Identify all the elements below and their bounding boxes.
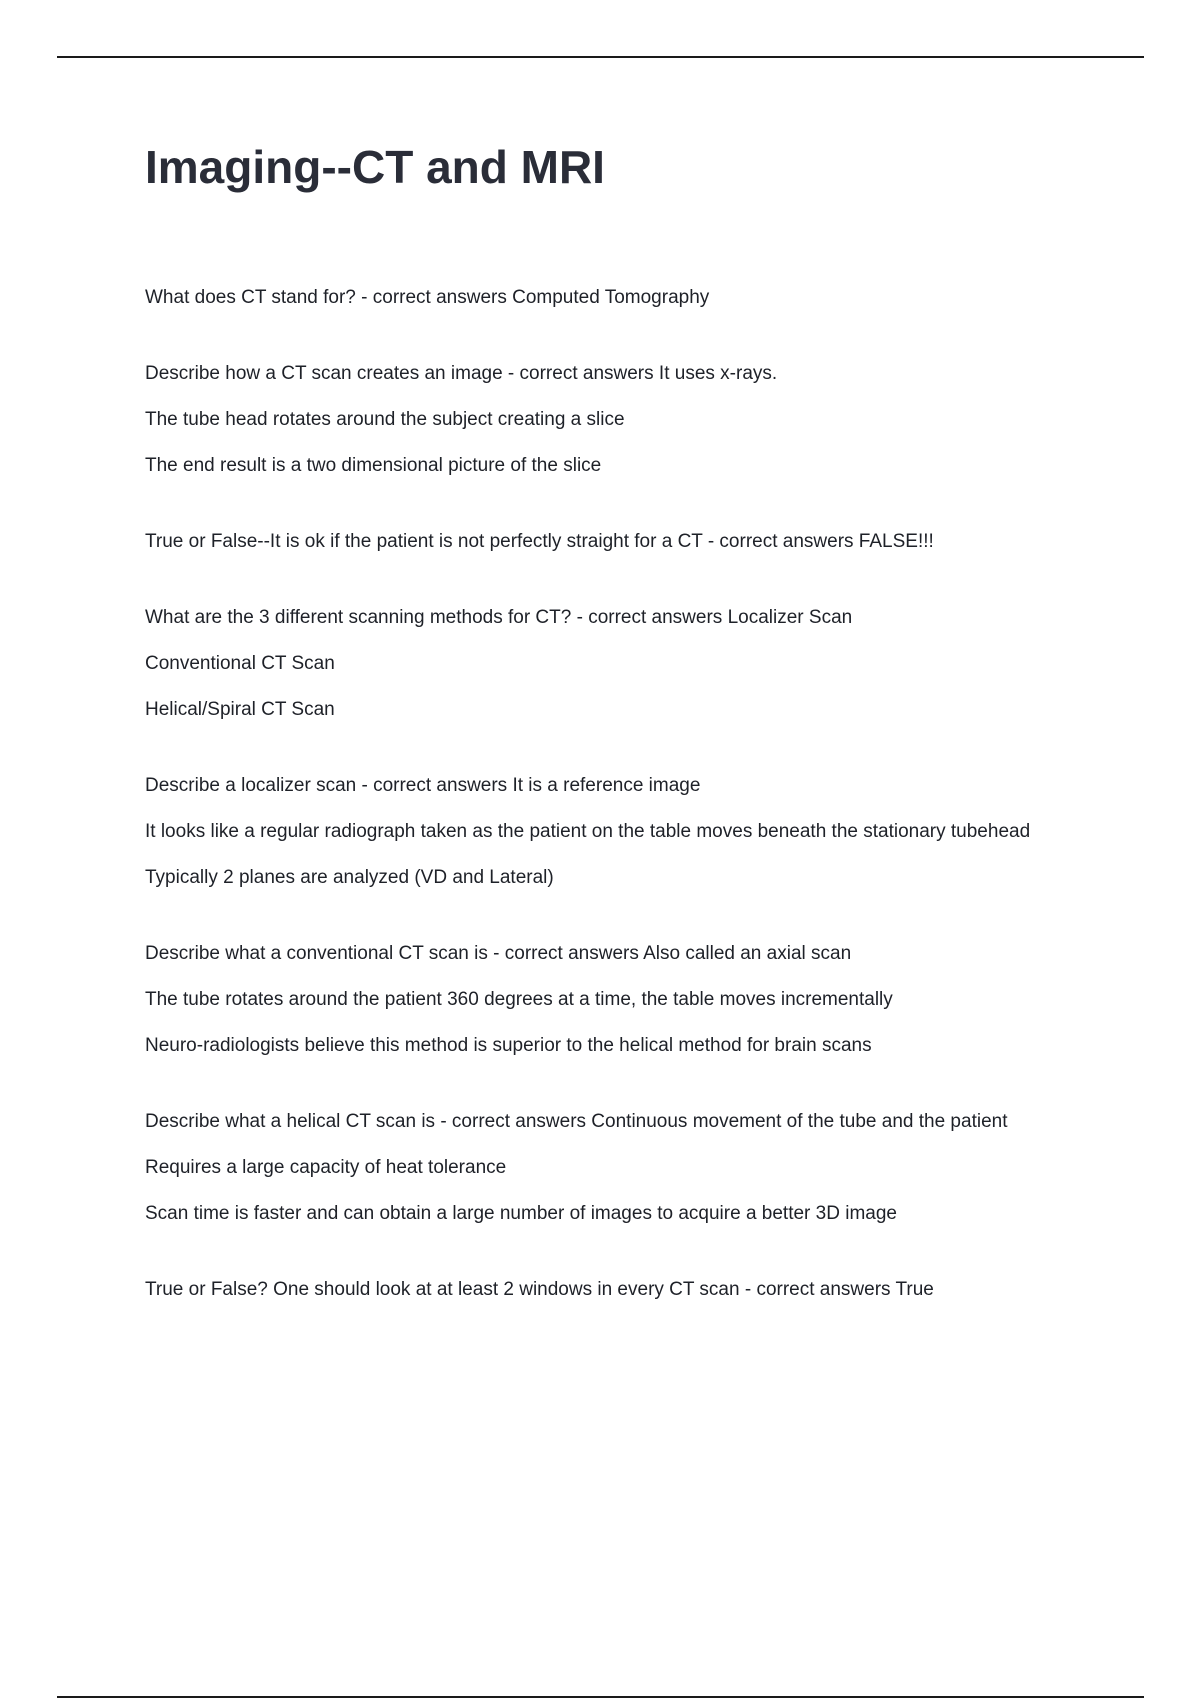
document-body [145,140,1085,1351]
qa-answer-line: Neuro-radiologists believe this method is superior to the helical method for brain scans [145,1035,872,1057]
qa-block [145,527,1085,557]
qa-block [145,1107,1085,1229]
qa-question-line: Describe what a conventional CT scan is - correct answers Also called an axial scan [145,943,852,965]
qa-answer-line: The tube head rotates around the subject creating a slice [145,409,625,431]
qa-question-line: What are the 3 different scanning methods for CT? - correct answers Localizer Scan [145,607,853,629]
qa-answer-line: Conventional CT Scan [145,653,335,675]
qa-answer-line: It looks like a regular radiograph taken as the patient on the table moves beneath the stationary tubehead [145,821,1031,843]
qa-question-line: True or False? One should look at at least 2 windows in every CT scan - correct answers True [145,1279,934,1301]
qa-answer-line: Helical/Spiral CT Scan [145,699,335,721]
qa-question-line: True or False--It is ok if the patient is not perfectly straight for a CT - correct answers FALSE!!! [145,531,934,553]
qa-block [145,359,1085,481]
qa-block [145,283,1085,313]
document-title: Imaging--CT and MRI [145,141,605,193]
qa-question-line: Describe a localizer scan - correct answers It is a reference image [145,775,701,797]
qa-block [145,939,1085,1061]
qa-block [145,1275,1085,1305]
qa-answer-line: The tube rotates around the patient 360 degrees at a time, the table moves incrementally [145,989,893,1011]
qa-block [145,603,1085,725]
qa-question-line: What does CT stand for? - correct answers Computed Tomography [145,287,710,309]
qa-answer-line: The end result is a two dimensional picture of the slice [145,455,602,477]
qa-question-line: Describe what a helical CT scan is - correct answers Continuous movement of the tube and the patient [145,1111,1008,1133]
page-bottom-rule [57,1696,1144,1698]
qa-block [145,771,1085,893]
qa-list [145,283,1085,1305]
qa-question-line: Describe how a CT scan creates an image - correct answers It uses x-rays. [145,363,778,385]
qa-answer-line: Typically 2 planes are analyzed (VD and Lateral) [145,867,554,889]
qa-answer-line: Requires a large capacity of heat tolerance [145,1157,507,1179]
qa-answer-line: Scan time is faster and can obtain a large number of images to acquire a better 3D image [145,1203,897,1225]
page-top-rule [57,56,1144,58]
